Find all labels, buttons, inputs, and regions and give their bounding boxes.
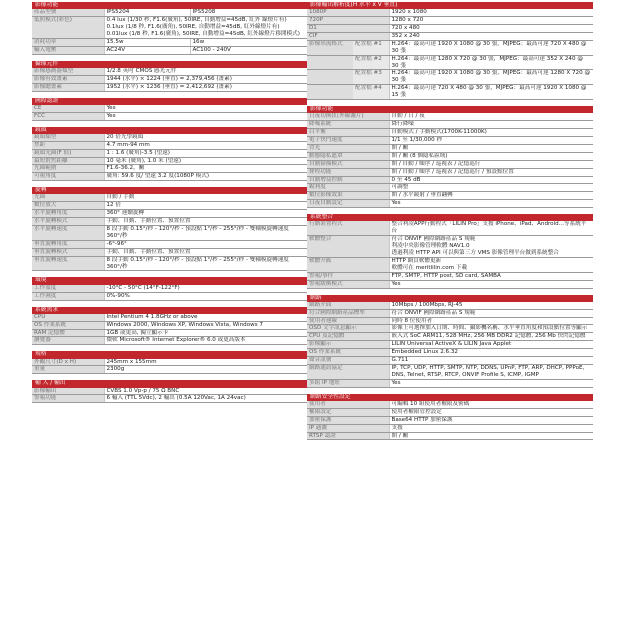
left-section — [32, 277, 307, 300]
spec-label: 影像有效畫素 — [32, 75, 104, 83]
spec-label: 降噪系統 — [307, 121, 389, 129]
spec-sublabel: 配置檔 #1 — [353, 41, 389, 55]
spec-label: 垂直旋轉速度 — [32, 256, 104, 271]
spec-label: CPU 及記憶體 — [307, 333, 389, 341]
spec-label — [307, 55, 353, 70]
spec-label: OS 作業系統 — [32, 321, 104, 329]
spec-value: 245mm x 155mm — [104, 359, 307, 366]
spec-value: 使用者權限管控設定 — [389, 408, 593, 416]
spec-label: CE — [32, 105, 104, 112]
spec-value: FTP, SMTP, HTTP post, SD card, SAMBA — [389, 272, 593, 280]
spec-label: RAM 記憶體 — [32, 329, 104, 337]
spec-table — [307, 302, 593, 388]
left-section — [32, 127, 307, 182]
spec-label: 多組 IP 地址 — [307, 379, 389, 387]
spec-label: 軟體升級 — [307, 257, 389, 272]
spec-value: Yes — [104, 112, 307, 120]
spec-label: 權限設定 — [307, 408, 389, 416]
left-section — [32, 351, 307, 374]
section-header: 旋轉 — [32, 187, 307, 194]
table-row — [32, 337, 307, 345]
section-header: 影像功能 — [32, 2, 307, 9]
spec-value: 6 輸入 (TTL 5Vdc), 2 輸出 (0.5A 120Vac, 1A 24vac) — [104, 395, 307, 403]
spec-value: 360° 連續旋轉 — [104, 210, 307, 218]
spec-label: 動態隱私遮罩 — [307, 152, 389, 160]
spec-value: 1/2.8 英吋 CMOS 感光元件 — [104, 68, 307, 75]
left-section — [32, 98, 307, 121]
spec-table — [32, 9, 307, 54]
spec-value: -10°C - 50°C (14°F-122°F) — [104, 285, 307, 292]
spec-value: 16w — [190, 38, 307, 46]
table-row — [32, 38, 307, 46]
table-row — [307, 432, 593, 440]
table-row — [32, 256, 307, 271]
spec-label: 1080P — [307, 9, 389, 16]
spec-value: LILIN Universal ActiveX & LILIN Java Applet — [389, 341, 593, 349]
spec-label: 自動掃描模式 — [307, 160, 389, 168]
table-row — [307, 272, 593, 280]
spec-sublabel: 配置檔 #4 — [353, 85, 389, 100]
spec-value: 1952 (水平) × 1236 (垂直) = 2,412,692 (畫素) — [104, 83, 307, 91]
table-row — [307, 236, 593, 258]
spec-label: 警報緩衝模式 — [307, 280, 389, 288]
spec-value: Base64 HTTP 加密保護 — [389, 416, 593, 424]
spec-label: 外觀尺寸(D x H) — [32, 359, 104, 366]
table-row — [32, 226, 307, 241]
spec-value: HTTP 網頁軟體更新 軟體可在 meritlilin.com 下載 — [389, 257, 593, 272]
table-row — [307, 302, 593, 309]
table-row — [307, 317, 593, 325]
spec-value: Yes — [389, 200, 593, 208]
table-row — [307, 176, 593, 184]
table-row — [307, 401, 593, 408]
spec-value: CVBS 1.0 Vp-p / 75 Ω BNC — [104, 388, 307, 395]
spec-table — [307, 113, 593, 208]
table-row — [307, 333, 593, 341]
section-header: 系統需求 — [32, 307, 307, 314]
table-row — [32, 165, 307, 173]
table-row — [307, 424, 593, 432]
spec-label — [307, 85, 353, 100]
spec-value: Yes — [104, 105, 307, 112]
spec-label: 瀏覽器 — [32, 337, 104, 345]
spec-label: 背光 — [307, 144, 389, 152]
spec-value: AC24V — [104, 46, 190, 54]
spec-label — [307, 70, 353, 85]
spec-table — [32, 134, 307, 181]
spec-value: 8 段手動 0.15°/秒 - 120°/秒 - 預設點 1°/秒 - 255°/秒 - 雙軸模旋轉速度 360°/秒 — [104, 226, 307, 241]
left-section — [32, 2, 307, 55]
spec-value: AC100 - 240V — [190, 46, 307, 54]
spec-label: D1 — [307, 25, 389, 33]
table-row — [32, 141, 307, 149]
spec-value: 2300g — [104, 366, 307, 374]
spec-label: 水平旋轉角度 — [32, 210, 104, 218]
spec-value: 自動 / 日 / 夜 — [389, 113, 593, 120]
spec-label: 排程功能 — [307, 168, 389, 176]
table-row — [32, 292, 307, 300]
table-row — [32, 359, 307, 366]
spec-value: 1GB 或更高, 獨立顯示卡 — [104, 329, 307, 337]
table-row — [307, 70, 593, 85]
spec-value: Intel Pentium 4 1.8GHz or above — [104, 314, 307, 321]
spec-label: OSD 文字訊息顯示 — [307, 325, 389, 333]
spec-value: 4.7 mm-94 mm — [104, 141, 307, 149]
spec-value: 手動、自動、手動位置、預置位置 — [104, 248, 307, 256]
spec-label: 網路通訊協定 — [307, 364, 389, 379]
spec-value: 1/1 至 1/30,000 秒 — [389, 137, 593, 145]
spec-value: 支援 — [389, 424, 593, 432]
spec-label: 日夜自動設定 — [307, 200, 389, 208]
table-row — [307, 9, 593, 16]
spec-value: 同時 8 位使用者 — [389, 317, 593, 325]
spec-value: 廣角: 59.6 度/ 望遠 3.2 度(1080P 模式) — [104, 173, 307, 181]
table-row — [32, 17, 307, 39]
section-header: 環境 — [32, 277, 307, 284]
spec-value: 0 至 45 dB — [389, 176, 593, 184]
spec-value: Windows 2000, Windows XP, Windows Vista, Windows 7 — [104, 321, 307, 329]
spec-value: 15.5w — [104, 38, 190, 46]
spec-label: 使用者連線 — [307, 317, 389, 325]
table-row — [307, 160, 593, 168]
spec-label: 垂直旋轉角度 — [32, 240, 104, 248]
spec-label: RTSP 認證 — [307, 432, 389, 440]
table-row — [307, 121, 593, 129]
spec-label: 警報功能 — [32, 395, 104, 403]
spec-label: 白平衡 — [307, 129, 389, 137]
spec-value: 嵌入式 SoC ARM11, 528 MHz, 256 MB DDR2 記憶體, 256 Mb 快閃記憶體 — [389, 333, 593, 341]
spec-value: 開 / 自動 / 順序 / 巡視表 / 記憶巡行 / 預設點位置 — [389, 168, 593, 176]
spec-value: 降行降噪 — [389, 121, 593, 129]
spec-value: 微軟 Microsoft® Internet Explorer® 6.0 或更高版本 — [104, 337, 307, 345]
table-row — [307, 137, 593, 145]
table-row — [307, 25, 593, 33]
table-row — [32, 46, 307, 54]
spec-label: 工作溫度 — [32, 285, 104, 292]
spec-label: 日夜切換(紅外線濾片) — [307, 113, 389, 120]
left-spec-column — [32, 2, 307, 409]
table-row — [32, 218, 307, 226]
spec-table — [307, 221, 593, 288]
spec-sublabel: 配置檔 #3 — [353, 70, 389, 85]
spec-value: 整合利凌APP行動程式「LILIN Pro」支援 iPhone、iPad、Android...等系統平台 — [389, 221, 593, 235]
spec-sublabel: 配置檔 #2 — [353, 55, 389, 70]
table-row — [32, 240, 307, 248]
spec-label: 焦距 — [32, 141, 104, 149]
spec-label: 光圈 — [32, 194, 104, 201]
spec-label: CIF — [307, 32, 389, 40]
spec-value: 開 / 自動 / 順序 / 巡視表 / 記憶巡行 — [389, 160, 593, 168]
table-row — [32, 149, 307, 157]
left-section — [32, 307, 307, 346]
spec-label: 影像串流格式 — [307, 41, 353, 55]
spec-value: H.264：最高可達 1920 X 1080 @ 30 張，MJPEG：最高可達 1280 X 720 @ 30 張 — [389, 70, 593, 85]
spec-value: IP, TCP, UDP, HTTP, SMTP, NTP, DDNS, UPnP, FTP, ARP, DHCP, PPPoE, DNS, Telnet, RTSP, RTCP, ONVIF Profile S, ICMP, IGMP — [389, 364, 593, 379]
spec-value: F1.6-36.2，關 — [104, 165, 307, 173]
spec-table — [307, 9, 593, 41]
table-row — [307, 280, 593, 288]
spec-value: 開 / 水平鏡射 / 垂直翻轉 — [389, 192, 593, 200]
spec-value: 1944 (水平) × 1224 (垂直) = 2,379,456 (畫素) — [104, 75, 307, 83]
spec-value: 12 倍 — [104, 202, 307, 210]
table-row — [307, 309, 593, 317]
spec-label: 可視角度 — [32, 173, 104, 181]
right-section — [307, 394, 593, 441]
spec-label: FCC — [32, 112, 104, 120]
spec-value: 手動、自動、手動位置、預置位置 — [104, 218, 307, 226]
section-header: 系統整合 — [307, 214, 593, 221]
table-row — [32, 157, 307, 165]
right-section — [307, 106, 593, 208]
section-header: 影像功能 — [307, 106, 593, 113]
spec-label: 符合國際網路產品標準 — [307, 309, 389, 317]
table-row — [307, 257, 593, 272]
table-row — [32, 388, 307, 395]
spec-table — [32, 194, 307, 271]
spec-table — [307, 401, 593, 441]
spec-value: 影像上可選擇加入日期、時間、攝影機名稱、水平垂直角度和預設點位置等顯示 — [389, 325, 593, 333]
table-row — [307, 41, 593, 55]
table-row — [32, 75, 307, 83]
table-row — [307, 379, 593, 387]
spec-label: 工作濕度 — [32, 292, 104, 300]
section-header: 網路 — [307, 295, 593, 302]
section-header: 輸 入 / 輸出 — [32, 380, 307, 387]
table-row — [32, 285, 307, 292]
spec-table — [32, 314, 307, 346]
spec-value: G.711 — [389, 357, 593, 365]
table-row — [307, 85, 593, 100]
spec-value: Yes — [389, 280, 593, 288]
table-row — [307, 152, 593, 160]
spec-label: CPU — [32, 314, 104, 321]
spec-value: 1920 x 1080 — [389, 9, 593, 16]
spec-value: 0.4 lux (1/30 秒, F1.6(廣角), 50IRE, 自動增益=45dB, 紅外 線燈片有) 0.1lux (1/8 秒, F1.6(廣角), 50IRE, 自動增益=45dB, 紅外線燈片有) 0.01lux (1/8 秒, F1.6(廣角), 50IRE, 自動增益=45dB, 紅外線燈片移開模式) — [104, 17, 307, 39]
spec-value: 開 / 關 — [389, 144, 593, 152]
spec-value: IPS5204 — [104, 9, 190, 16]
spec-value: 1280 x 720 — [389, 17, 593, 25]
table-row — [32, 134, 307, 141]
spec-label: 鏡頭類型 — [32, 134, 104, 141]
spec-value: 20 倍光學鏡頭 — [104, 134, 307, 141]
right-section — [307, 295, 593, 388]
spec-value: 符合 ONVIF 國際網路產品 S 規範 — [389, 309, 593, 317]
spec-value: 可編輯 10 組使用者權限及密碼 — [389, 401, 593, 408]
spec-value: 352 x 240 — [389, 32, 593, 40]
spec-value: 10Mbps / 100Mbps, RJ-45 — [389, 302, 593, 309]
spec-label: 電子快門速度 — [307, 137, 389, 145]
table-row — [307, 325, 593, 333]
spec-label: 消耗功率 — [32, 38, 104, 46]
table-row — [32, 395, 307, 403]
section-header: 鏡頭 — [32, 127, 307, 134]
table-row — [32, 314, 307, 321]
table-row — [32, 83, 307, 91]
table-row — [32, 194, 307, 201]
spec-label: 最短對焦距離 — [32, 157, 104, 165]
spec-value: 開 / 關 — [389, 432, 593, 440]
table-row — [32, 202, 307, 210]
table-row — [32, 329, 307, 337]
spec-value: 可調整 — [389, 184, 593, 192]
left-section — [32, 380, 307, 403]
section-header: 規格 — [32, 351, 307, 358]
table-row — [32, 173, 307, 181]
spec-value: 開 / 關 (8 個隱私區域) — [389, 152, 593, 160]
spec-label: 影像感測器類型 — [32, 68, 104, 75]
table-row — [307, 357, 593, 365]
right-section — [307, 2, 593, 41]
spec-label: 網路介面 — [307, 302, 389, 309]
spec-value: Embedded Linux 2.6.32 — [389, 349, 593, 357]
section-header: 網路安全性設定 — [307, 394, 593, 401]
spec-label: 影像顯示 — [307, 341, 389, 349]
right-spec-column — [307, 2, 593, 446]
spec-value: -6°-96° — [104, 240, 307, 248]
spec-label: 光圈範圍 — [32, 165, 104, 173]
spec-label: 數位放大 — [32, 202, 104, 210]
spec-value: H.264：最高可達 720 X 480 @ 30 張，MJPEG：最高可達 1920 X 1080 @ 15 張 — [389, 85, 593, 100]
spec-value: Yes — [389, 379, 593, 387]
spec-value: H.264：最高可達 1280 X 720 @ 30 張，MJPEG：最高可達 352 X 240 @ 30 張 — [389, 55, 593, 70]
spec-label: 銳利度 — [307, 184, 389, 192]
spec-value: 自動 / 手動 — [104, 194, 307, 201]
spec-label: 警報/事件 — [307, 272, 389, 280]
spec-value: 自動模式 / 手動模式(1700K-11000K) — [389, 129, 593, 137]
spec-value: IPS5208 — [190, 9, 307, 16]
spec-label: IP 過濾 — [307, 424, 389, 432]
spec-value: 1 : 1.6 (廣角)-3.5 (望遠) — [104, 149, 307, 157]
spec-label: 垂直旋轉模式 — [32, 248, 104, 256]
spec-table — [32, 388, 307, 404]
spec-label: 重量 — [32, 366, 104, 374]
spec-label: 行動裝置程式 — [307, 221, 389, 235]
spec-label: 輸入電壓 — [32, 46, 104, 54]
spec-table — [32, 105, 307, 121]
spec-label: 鏡頭光圈(F 值) — [32, 149, 104, 157]
spec-label: 低照模式(彩色) — [32, 17, 104, 39]
spec-table — [32, 359, 307, 375]
table-row — [307, 55, 593, 70]
right-section — [307, 214, 593, 288]
section-header: 攝像元件 — [32, 61, 307, 68]
table-row — [307, 184, 593, 192]
table-row — [32, 112, 307, 120]
spec-value: H.264：最高可達 1920 X 1080 @ 30 張，MJPEG：最高可達 720 X 480 @ 30 張 — [389, 41, 593, 55]
spec-label: 水平旋轉模式 — [32, 218, 104, 226]
spec-label: 使用者 — [307, 401, 389, 408]
table-row — [307, 364, 593, 379]
spec-label: OS 作業系統 — [307, 349, 389, 357]
left-section — [32, 61, 307, 92]
table-row — [307, 129, 593, 137]
spec-label: 軟體整合 — [307, 236, 389, 258]
table-row — [307, 168, 593, 176]
table-row — [307, 408, 593, 416]
spec-label: 自動增益控制 — [307, 176, 389, 184]
table-row — [307, 144, 593, 152]
table-row — [307, 17, 593, 25]
spec-table — [32, 68, 307, 92]
spec-value: 720 x 480 — [389, 25, 593, 33]
table-row — [307, 416, 593, 424]
spec-value: 0%-90% — [104, 292, 307, 300]
section-header: 影像輸出解析度(H 水平 x V 垂直) — [307, 2, 593, 9]
table-row — [32, 248, 307, 256]
table-row — [307, 192, 593, 200]
table-row — [307, 221, 593, 235]
spec-label: 聲音訊號 — [307, 357, 389, 365]
table-row — [307, 200, 593, 208]
table-row — [32, 9, 307, 16]
table-row — [32, 210, 307, 218]
spec-table — [32, 285, 307, 301]
table-row — [32, 105, 307, 112]
spec-value: 8 段手動 0.15°/秒 - 120°/秒 - 預設點 1°/秒 - 255°/秒 - 雙軸模旋轉速度 360°/秒 — [104, 256, 307, 271]
spec-label: 數位影像效果 — [307, 192, 389, 200]
spec-value: 10 毫米 (廣角), 1.0 米 (望遠) — [104, 157, 307, 165]
spec-value: 符合 ONVIF 國際網路產品 S 規範 利凌中央影像管理軟體 NAV1.0 透過利凌 HTTP API 可以與第三方 VMS 影像管理平台做到系統整合 — [389, 236, 593, 258]
spec-label: 影像總畫素 — [32, 83, 104, 91]
table-row — [307, 113, 593, 120]
section-header: 國際認證 — [32, 98, 307, 105]
right-section — [307, 41, 593, 100]
spec-table — [307, 41, 593, 100]
spec-label: 水平旋轉速度 — [32, 226, 104, 241]
table-row — [307, 32, 593, 40]
spec-label: 產品型號 — [32, 9, 104, 16]
table-row — [307, 341, 593, 349]
table-row — [32, 366, 307, 374]
spec-label: 影像輸出 — [32, 388, 104, 395]
spec-label: 720P — [307, 17, 389, 25]
table-row — [32, 321, 307, 329]
table-row — [307, 349, 593, 357]
spec-label: 加密保護 — [307, 416, 389, 424]
table-row — [32, 68, 307, 75]
left-section — [32, 187, 307, 271]
